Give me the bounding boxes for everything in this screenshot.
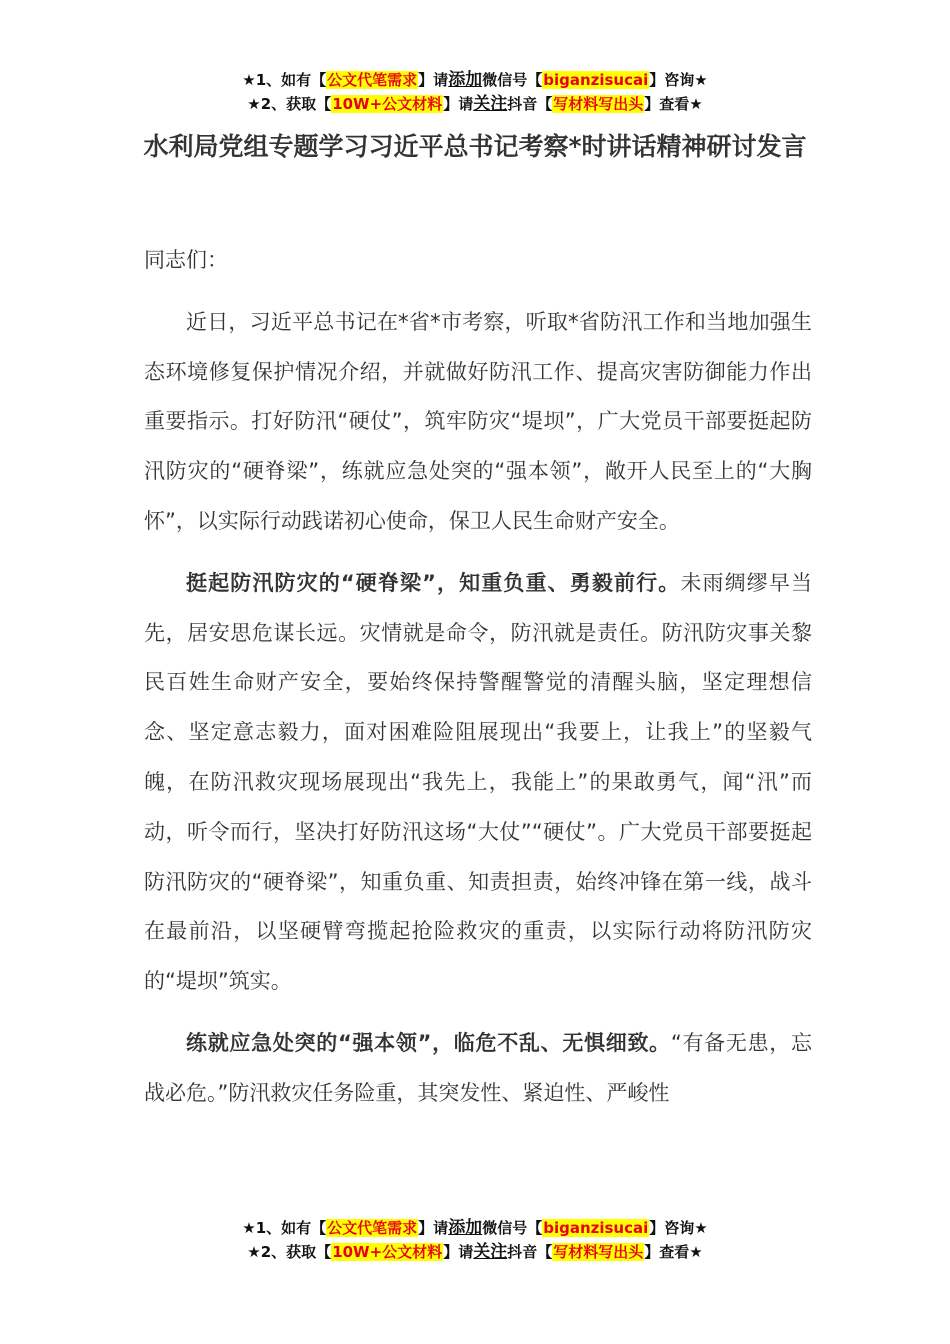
banner-highlight: 公文代笔需求 [327,71,418,89]
banner-underlined: 关注 [473,94,508,114]
paragraph-backbone [144,559,812,1007]
banner-wechat-id: biganzisucai [543,1219,649,1237]
banner-text: 抖音【 [507,1243,553,1261]
paragraph-skills [144,1019,812,1119]
document-body [144,236,812,1131]
banner-underlined: 关注 [473,1242,508,1262]
banner-text: 】查看★ [644,95,703,113]
banner-text: 】查看★ [644,1243,703,1261]
paragraph-intro: 近日，习近平总书记在*省*市考察，听取*省防汛工作和当地加强生态环境修复保护情况介绍，并就做好防汛工作、提高灾害防御能力作出重要指示。打好防汛“硬仗”，筑牢防灾“堤坝”，广大党员干部要挺起防汛防灾的“硬脊梁”，练就应急处突的“强本领”，敞开人民至上的“大胸怀”，以实际行动践诺初心使命，保卫人民生命财产安全。 [144,309,812,533]
banner-line-1 [0,68,950,92]
greeting: 同志们： [144,248,228,272]
banner-line-2 [0,92,950,116]
banner-wechat-id: biganzisucai [543,71,649,89]
banner-douyin-id: 写材料写出头 [553,95,644,113]
banner-text: 】请 [443,95,474,113]
banner-underlined: 添加 [448,1218,483,1238]
banner-underlined: 添加 [448,70,483,90]
banner-line-2 [0,1240,950,1264]
banner-text: 】咨询★ [649,1219,708,1237]
banner-text: 】咨询★ [649,71,708,89]
banner-text: ★1、如有【 [242,71,327,89]
banner-highlight: 10W+公文材料 [332,1243,443,1261]
banner-text: 微信号【 [482,1219,543,1237]
banner-text: 微信号【 [482,71,543,89]
document-title: 水利局党组专题学习习近平总书记考察*时讲话精神研讨发言 [143,132,807,161]
banner-text: ★1、如有【 [242,1219,327,1237]
footer-banner [0,1216,950,1264]
banner-text: 】请 [443,1243,474,1261]
paragraph-text: “有备无患，忘战必危。”防汛救灾任务险重，其突发性、紧迫性、严峻性 [144,1030,812,1105]
banner-text: 】请 [418,71,449,89]
header-banner [0,68,950,116]
banner-douyin-id: 写材料写出头 [553,1243,644,1261]
banner-line-1 [0,1216,950,1240]
banner-text: 抖音【 [507,95,553,113]
banner-text: 】请 [418,1219,449,1237]
banner-text: ★2、获取【 [247,95,332,113]
banner-highlight: 公文代笔需求 [327,1219,418,1237]
paragraph-lead: 挺起防汛防灾的“硬脊梁”，知重负重、勇毅前行。 [186,570,681,595]
banner-highlight: 10W+公文材料 [332,95,443,113]
paragraph-text: 未雨绸缪早当先，居安思危谋长远。灾情就是命令，防汛就是责任。防汛防灾事关黎民百姓生命财产安全，要始终保持警醒警觉的清醒头脑，坚定理想信念、坚定意志毅力，面对困难险阻展现出“我要上，让我上”的坚毅气魄，在防汛救灾现场展现出“我先上，我能上”的果敢勇气，闻“汛”而动，听令而行，坚决打好防汛这场“大仗”“硬仗”。广大党员干部要挺起防汛防灾的“硬脊梁”，知重负重、知责担责，始终冲锋在第一线，战斗在最前沿，以坚硬臂弯揽起抢险救灾的重责，以实际行动将防汛防灾的“堤坝”筑实。 [144,570,812,994]
banner-text: ★2、获取【 [247,1243,332,1261]
paragraph-lead: 练就应急处突的“强本领”，临危不乱、无惧细致。 [186,1030,671,1055]
